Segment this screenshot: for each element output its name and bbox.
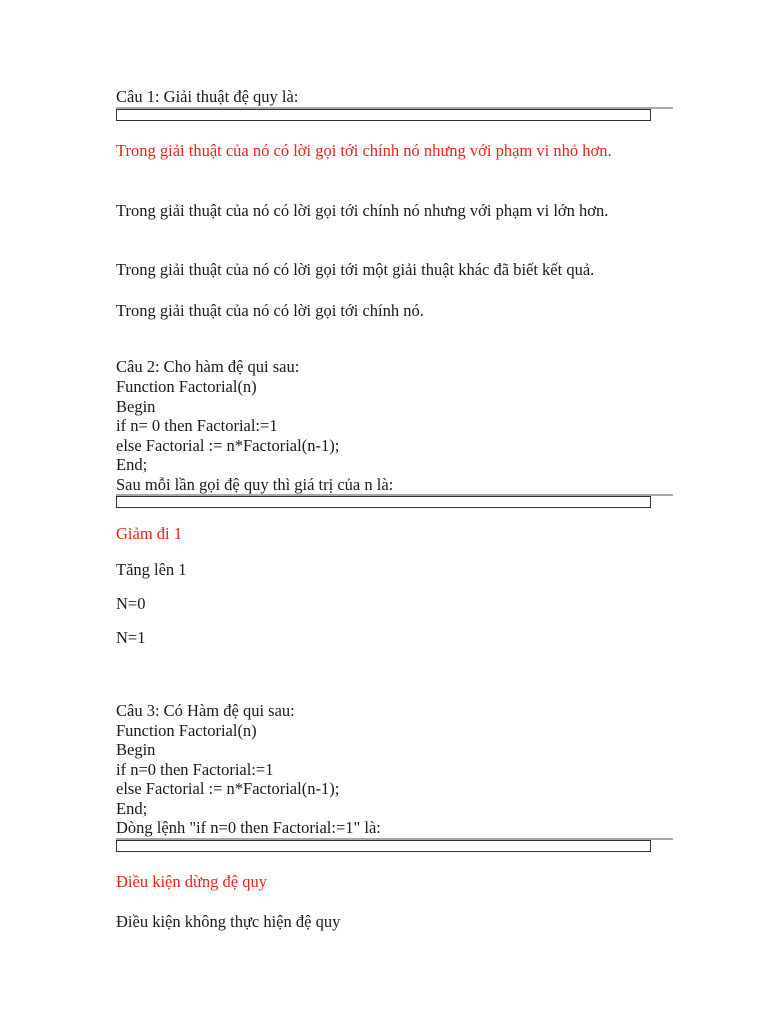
question-1-answer-a: Trong giải thuật của nó có lời gọi tới chính nó nhưng với phạm vi nhỏ hơn.	[116, 141, 612, 160]
question-2-title: Câu 2: Cho hàm đệ qui sau:	[116, 357, 300, 376]
question-2-code-line: else Factorial := n*Factorial(n-1);	[116, 436, 340, 455]
question-2-answer-a: Giảm đi 1	[116, 524, 182, 543]
question-3-code-line: else Factorial := n*Factorial(n-1);	[116, 779, 340, 798]
question-3-code-line: if n=0 then Factorial:=1	[116, 760, 274, 779]
question-2-code-line: End;	[116, 455, 148, 474]
question-2-answer-box[interactable]	[116, 496, 651, 508]
question-3-answer-a: Điều kiện dừng đệ quy	[116, 872, 267, 891]
question-2-code-line: Function Factorial(n)	[116, 377, 257, 396]
question-2-answer-d: N=1	[116, 628, 146, 647]
question-3-title: Câu 3: Có Hàm đệ qui sau:	[116, 701, 295, 720]
question-1-answer-d: Trong giải thuật của nó có lời gọi tới chính nó.	[116, 301, 424, 320]
question-3-answer-b: Điều kiện không thực hiện đệ quy	[116, 912, 341, 931]
question-3-answer-box[interactable]	[116, 840, 651, 852]
question-2-answer-b: Tăng lên 1	[116, 560, 187, 579]
question-2-code-line: Begin	[116, 397, 156, 416]
question-2-code-line: if n= 0 then Factorial:=1	[116, 416, 278, 435]
question-3-prompt: Dòng lệnh "if n=0 then Factorial:=1" là:	[116, 818, 381, 837]
question-1-answer-box[interactable]	[116, 109, 651, 121]
question-3-code-line: Function Factorial(n)	[116, 721, 257, 740]
question-2-prompt: Sau mỗi lần gọi đệ quy thì giá trị của n là:	[116, 475, 394, 494]
question-1-title: Câu 1: Giải thuật đệ quy là:	[116, 87, 299, 106]
question-3-code-line: Begin	[116, 740, 156, 759]
question-2-answer-c: N=0	[116, 594, 146, 613]
question-3-code-line: End;	[116, 799, 148, 818]
question-1-answer-b: Trong giải thuật của nó có lời gọi tới chính nó nhưng với phạm vi lớn hơn.	[116, 201, 609, 220]
question-1-answer-c: Trong giải thuật của nó có lời gọi tới một giải thuật khác đã biết kết quả.	[116, 260, 595, 279]
